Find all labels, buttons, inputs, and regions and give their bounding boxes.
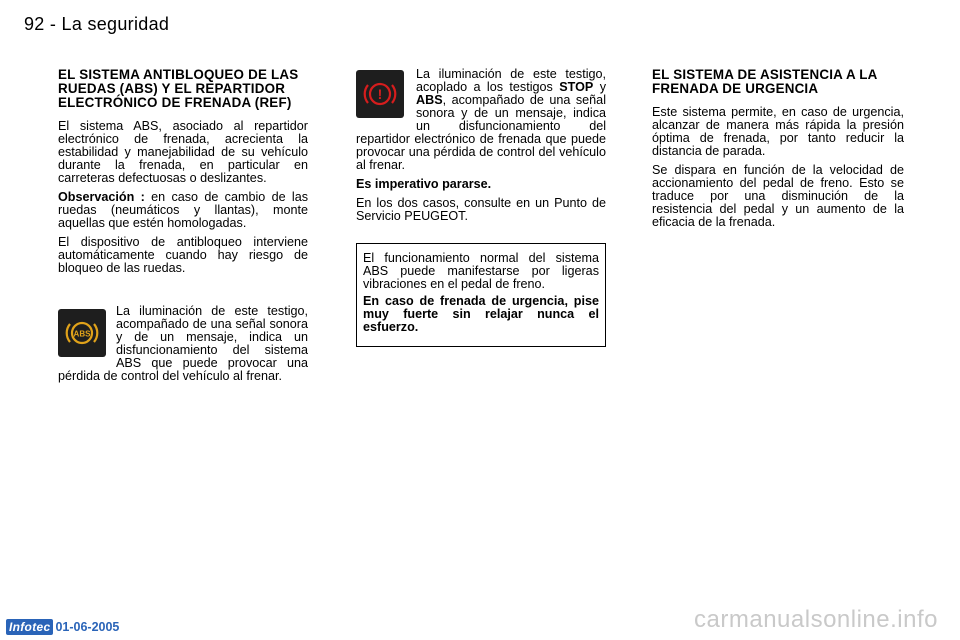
stop-warning-block <box>356 68 606 172</box>
brake-assist-paragraph-2: Se dispara en función de la velocidad de accionamiento del pedal de freno. Esto se traduce por una disminución de la resistencia del pedal y un aumento de la eficacia de la frenada. <box>652 163 904 229</box>
abs-column <box>58 68 308 389</box>
abs-word: ABS <box>416 93 443 107</box>
note-box-text: El funcionamiento normal del sistema ABS puede manifestarse por ligeras vibraciones en el pedal de freno. <box>363 251 599 291</box>
page-header: 92 - La seguridad <box>24 14 170 34</box>
imperative-text: Es imperativo pararse. <box>356 177 492 191</box>
abs-device-paragraph: El dispositivo de antibloqueo interviene automáticamente cuando hay riesgo de bloqueo de las ruedas. <box>58 235 308 275</box>
footer-date: 01-06-2005 <box>55 620 120 634</box>
watermark: carmanualsonline.info <box>694 606 938 633</box>
ref-column <box>356 68 606 347</box>
brake-assist-column <box>652 68 904 235</box>
note-box-bold-text: En caso de frenada de urgencia, pise muy fuerte sin relajar nunca el esfuerzo. <box>363 294 599 334</box>
abs-note-text: en caso de cambio de las ruedas (neumáticos y llantas), monte aquellas que estén homologadas. <box>58 190 308 230</box>
stop-text-after: , acompañado de una señal sonora y de un mensaje, indica un disfuncionamiento del repartidor electrónico de frenada que puede provocar una pérdida de control del vehículo al frenar. <box>356 93 606 172</box>
abs-warning-text: La iluminación de este testigo, acompañado de una señal sonora y de un mensaje, indica un disfuncionamiento del sistema ABS que puede provocar una pérdida de control del vehículo al frenar. <box>58 304 308 383</box>
infotec-logo: Infotec <box>6 619 53 635</box>
abs-intro-paragraph: El sistema ABS, asociado al repartidor electrónico de frenada, acrecienta la estabilidad y manejabilidad de su vehículo durante la frenada, en particular en carreteras defectuosas o deslizantes. <box>58 119 308 185</box>
footer <box>6 619 119 635</box>
abs-icon-label: ABS <box>73 329 91 339</box>
brake-assist-paragraph-1: Este sistema permite, en caso de urgencia, alcanzar de manera más rápida la presión óptima de frenada, por tanto reducir la distancia de parada. <box>652 105 904 158</box>
stop-word: STOP <box>559 80 594 94</box>
abs-warning-light-icon <box>58 309 106 357</box>
service-advice-text: En los dos casos, consulte en un Punto de Servicio PEUGEOT. <box>356 196 606 223</box>
abs-note-box <box>356 243 606 347</box>
brake-assist-heading: EL SISTEMA DE ASISTENCIA A LA FRENADA DE URGENCIA <box>652 67 878 96</box>
abs-note-paragraph <box>58 191 308 230</box>
abs-heading: EL SISTEMA ANTIBLOQUEO DE LAS RUEDAS (ABS) Y EL REPARTIDOR ELECTRÓNICO DE FRENADA (REF) <box>58 67 299 110</box>
abs-warning-block <box>58 305 308 383</box>
brake-warning-light-icon <box>356 70 404 118</box>
and-word: y <box>593 80 606 94</box>
stop-text-before: La iluminación de este testigo, acoplado a los testigos <box>416 67 606 94</box>
abs-note-label: Observación : <box>58 190 145 204</box>
stop-icon-label: ! <box>377 86 383 102</box>
